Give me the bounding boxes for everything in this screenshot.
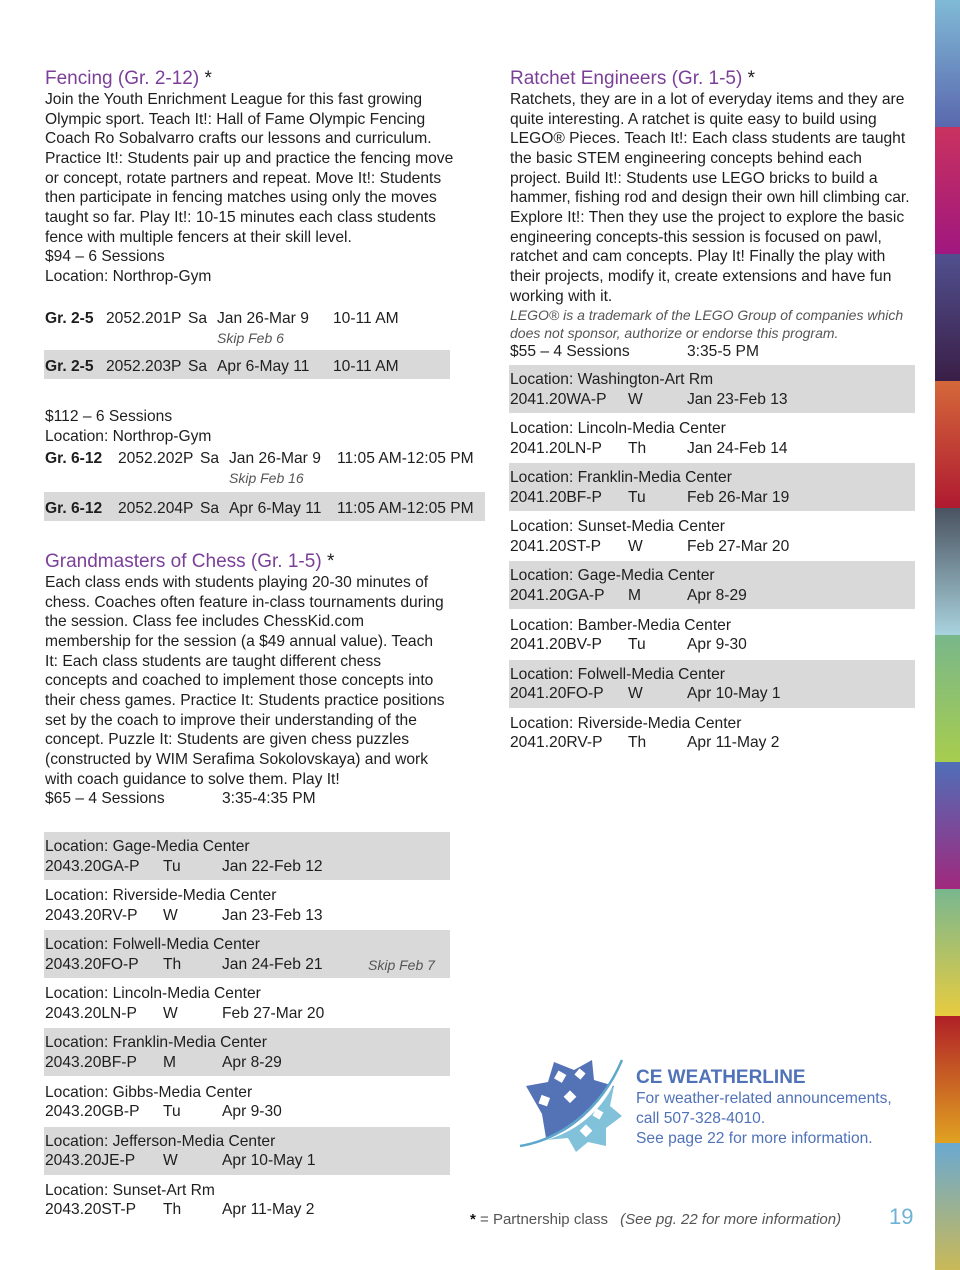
lego-trademark: LEGO® is a trademark of the LEGO Group of companies which does not sponsor, authorize or endorse this program. — [510, 307, 904, 342]
session-dates: Apr 8-29 — [687, 586, 747, 604]
session-day: Tu — [628, 488, 646, 506]
session-location: Location: Gage-Media Center — [45, 838, 250, 855]
session-block — [44, 832, 450, 880]
session-block — [509, 561, 915, 609]
session-details — [45, 1151, 450, 1171]
session-dates: Apr 9-30 — [687, 636, 747, 653]
session-dates: Apr 8-29 — [222, 1053, 282, 1071]
session-day: Tu — [628, 636, 646, 653]
session-dates: Jan 24-Feb 21 — [222, 955, 323, 973]
session-block — [44, 979, 450, 1027]
session-day: M — [163, 1053, 176, 1071]
session-details — [510, 586, 915, 606]
session-block — [44, 1028, 450, 1076]
session-details — [45, 906, 450, 926]
course-code: 2043.20BF-P — [45, 1053, 137, 1071]
course-code: 2043.20JE-P — [45, 1152, 136, 1170]
session-location: Location: Folwell-Media Center — [45, 936, 260, 954]
skip-note: Skip Feb 7 — [368, 956, 435, 973]
session-day: W — [163, 1152, 178, 1170]
session-location: Location: Washington-Art Rm — [510, 371, 714, 388]
session-location: Location: Franklin-Media Center — [510, 469, 732, 487]
chess-title: Grandmasters of Chess (Gr. 1-5) * — [45, 551, 335, 572]
chess-price: $65 – 4 Sessions 3:35-4:35 PM — [45, 790, 316, 808]
session-block — [44, 1176, 450, 1224]
session-block — [44, 1078, 450, 1126]
skip-note: Skip Feb 6 — [217, 330, 284, 346]
fencing-title: Fencing (Gr. 2-12) * — [45, 68, 212, 89]
session-day: M — [628, 586, 641, 604]
course-code: 2043.20RV-P — [45, 906, 138, 924]
session-dates: Feb 27-Mar 20 — [222, 1004, 325, 1022]
session-details — [45, 1102, 450, 1122]
fencing-location: Location: Northrop-Gym — [45, 427, 212, 445]
ratchet-description: Ratchets, they are in a lot of everyday items and they are quite interesting. A ratchet is quite easy to build using LEGO® Pieces. Teach It!: Each class students are taught the basic STEM engineering concepts behind each project. Build It!: Students use LEGO bricks to build a hammer, fishing rod and design their own hill climbing car. Explore It!: Then they use the project to explore the basic engineering concepts-this session is focused on pawl, ratchet and cam concepts. Play It! Finally the play with their projects, modify it, create extensions and have fun working with it. — [510, 91, 910, 305]
session-block — [509, 414, 915, 462]
session-day: W — [163, 1004, 178, 1022]
weatherline-line: See page 22 for more information. — [636, 1129, 873, 1147]
session-dates: Jan 23-Feb 13 — [222, 906, 323, 924]
session-location: Location: Sunset-Media Center — [510, 518, 725, 536]
session-location: Location: Folwell-Media Center — [510, 665, 725, 683]
course-code: 2043.20ST-P — [45, 1201, 137, 1219]
course-code: 2041.20ST-P — [510, 537, 602, 555]
course-code: 2041.20RV-P — [510, 734, 603, 752]
session-details — [45, 1200, 450, 1220]
session-day: Th — [628, 439, 647, 457]
chess-description: Each class ends with students playing 20-30 minutes of chess. Coaches often feature in-class tournaments during the session. Class fee includes ChessKid.com membership for the session (a $49 annual value). Teach It: Each class students are taught different chess concepts and coached to implement those concepts into their chess games. Practice It: Students practice positions set by the coach to improve their understanding of the concept. Puzzle It: Students are given chess puzzles (constructed by WIM Serafima Sokolovskaya) and work with coach guidance to solve them. Play It! — [45, 574, 445, 788]
color-tab — [935, 762, 960, 889]
skip-note: Skip Feb 16 — [229, 470, 304, 487]
session-details — [510, 537, 915, 557]
session-location: Location: Riverside-Media Center — [510, 714, 742, 732]
color-tab — [935, 1143, 960, 1270]
session-location: Location: Riverside-Media Center — [45, 887, 277, 905]
session-location: Location: Franklin-Media Center — [45, 1034, 267, 1052]
session-details — [510, 684, 915, 704]
session-dates: Apr 11-May 2 — [687, 734, 780, 752]
course-code: 2043.20GA-P — [45, 857, 140, 875]
session-location: Location: Jefferson-Media Center — [45, 1132, 276, 1150]
session-dates: Apr 10-May 1 — [222, 1152, 316, 1170]
session-details — [45, 1004, 450, 1024]
course-code: 2041.20LN-P — [510, 439, 602, 457]
session-details — [510, 439, 915, 459]
session-day: Th — [163, 1201, 182, 1219]
course-code: 2041.20WA-P — [510, 390, 607, 408]
color-tab — [935, 635, 960, 762]
session-dates: Feb 26-Mar 19 — [687, 488, 790, 506]
session-location: Location: Lincoln-Media Center — [510, 420, 726, 438]
session-block — [509, 660, 915, 708]
session-location: Location: Gage-Media Center — [510, 567, 715, 585]
course-code: 2041.20BV-P — [510, 636, 602, 653]
session-details — [510, 733, 915, 753]
snowflake-icon — [518, 1056, 626, 1152]
color-tab — [935, 127, 960, 254]
color-tab — [935, 381, 960, 508]
fencing-class-row: Gr. 6-12 2052.204P Sa Apr 6-May 11 11:05 AM-12:05 PM — [44, 492, 485, 521]
session-block — [44, 930, 450, 978]
color-tab — [935, 0, 960, 127]
session-location: Location: Lincoln-Media Center — [45, 985, 261, 1003]
fencing-group-2 — [45, 407, 485, 487]
session-day: W — [628, 685, 643, 703]
session-details — [510, 635, 915, 655]
course-code: 2041.20FO-P — [510, 685, 604, 703]
session-day: Th — [163, 955, 182, 973]
weatherline-info — [636, 1067, 892, 1148]
weatherline-phone: call 507-328-4010. — [636, 1109, 766, 1127]
session-details — [510, 488, 915, 508]
fencing-price: $94 – 6 Sessions — [45, 248, 165, 266]
session-block — [509, 611, 915, 659]
course-code: 2041.20BF-P — [510, 488, 602, 506]
snowflake-logo — [518, 1056, 626, 1157]
session-dates: Feb 27-Mar 20 — [687, 537, 790, 555]
course-code: 2043.20GB-P — [45, 1103, 140, 1120]
chess-section — [45, 551, 455, 809]
session-details — [45, 857, 450, 877]
weatherline-line: For weather-related announcements, — [636, 1090, 892, 1107]
ratchet-title: Ratchet Engineers (Gr. 1-5) * — [510, 68, 756, 89]
fencing-section — [45, 68, 460, 287]
fencing-location: Location: Northrop-Gym — [45, 267, 212, 285]
session-dates: Apr 11-May 2 — [222, 1201, 315, 1219]
session-details — [45, 1053, 450, 1073]
fencing-class-row: Gr. 2-5 2052.203P Sa Apr 6-May 11 10-11 AM — [44, 350, 450, 379]
color-tab — [935, 508, 960, 635]
session-day: Tu — [163, 1103, 181, 1120]
session-dates: Jan 24-Feb 14 — [687, 439, 788, 457]
fencing-class-row: Gr. 6-12 2052.202P Sa Jan 26-Mar 9 11:05 AM-12:05 PM — [45, 450, 474, 468]
session-dates: Apr 9-30 — [222, 1103, 282, 1120]
course-code: 2043.20FO-P — [45, 955, 139, 973]
session-block — [509, 512, 915, 560]
session-location: Location: Sunset-Art Rm — [45, 1181, 215, 1199]
session-location: Location: Gibbs-Media Center — [45, 1083, 253, 1101]
fencing-price: $112 – 6 Sessions — [45, 408, 173, 425]
session-block — [509, 709, 915, 757]
page-number: 19 — [889, 1204, 914, 1229]
color-tab — [935, 254, 960, 381]
ratchet-price: $55 – 4 Sessions 3:35-5 PM — [510, 343, 759, 361]
session-day: Th — [628, 734, 647, 752]
session-day: W — [628, 537, 643, 555]
weatherline-title: CE WEATHERLINE — [636, 1067, 806, 1088]
course-code: 2043.20LN-P — [45, 1004, 137, 1022]
fencing-class-row: Gr. 2-5 2052.201P Sa Jan 26-Mar 9 10-11 AM Skip Feb 6 — [45, 309, 450, 347]
session-details — [510, 390, 915, 410]
session-day: Tu — [163, 857, 181, 875]
session-dates: Jan 23-Feb 13 — [687, 390, 788, 408]
session-dates: Apr 10-May 1 — [687, 685, 781, 703]
fencing-description: Join the Youth Enrichment League for this fast growing Olympic sport. Teach It!: Hall of Fame Olympic Fencing Coach Ro Sobalvarro crafts our lessons and curriculum. Practice It!: Students pair up and practice the fencing move or concept, rotate partners and repeat. Move It!: Students then participate in fencing matches using only the moves taught so far. Play It!: 10-15 minutes each class students fence with multiple fencers at their skill level. — [45, 91, 454, 246]
session-block — [509, 365, 915, 413]
color-tab — [935, 1016, 960, 1143]
session-day: W — [163, 906, 178, 924]
session-block — [44, 1127, 450, 1175]
session-day: W — [628, 390, 643, 408]
session-details — [45, 955, 450, 975]
color-tab — [935, 889, 960, 1016]
footer-legend: * = Partnership class (See pg. 22 for more information) — [470, 1211, 842, 1228]
session-block — [509, 463, 915, 511]
session-dates: Jan 22-Feb 12 — [222, 857, 323, 875]
session-block — [44, 881, 450, 929]
session-location: Location: Bamber-Media Center — [510, 616, 732, 634]
course-code: 2041.20GA-P — [510, 586, 605, 604]
ratchet-section — [510, 68, 920, 362]
